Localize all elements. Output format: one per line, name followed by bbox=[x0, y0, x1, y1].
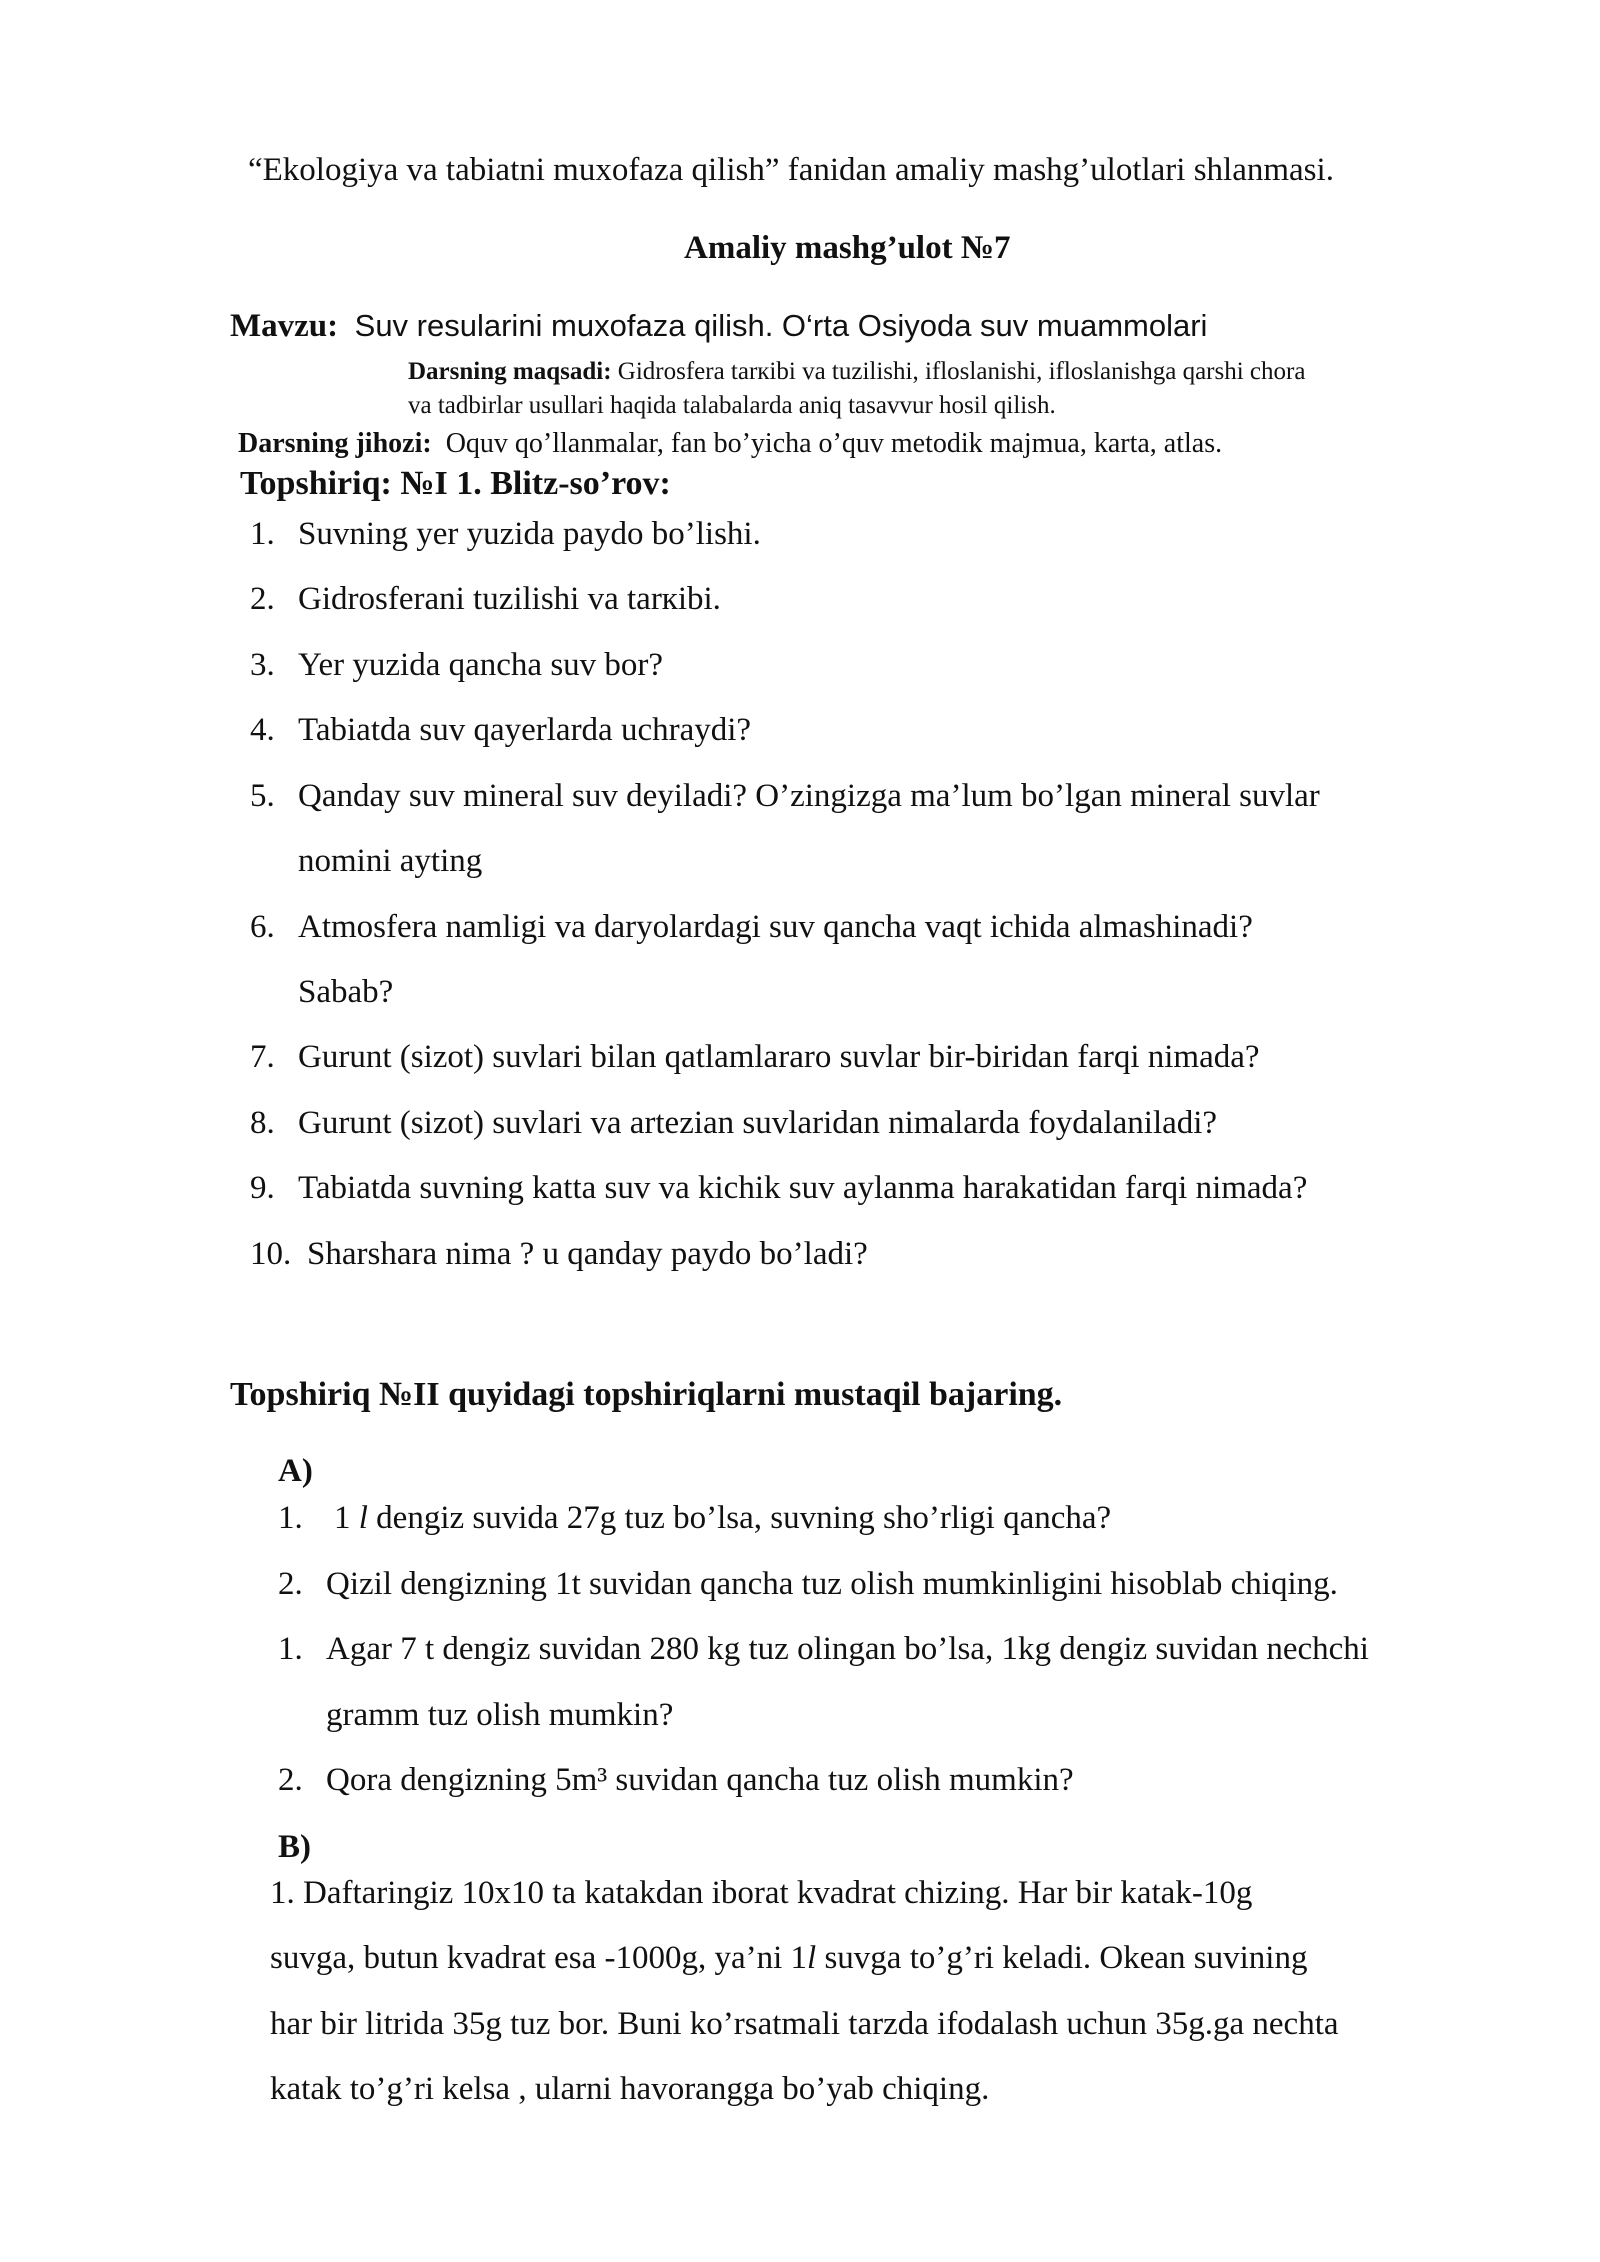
item-number: 1. bbox=[278, 1631, 303, 1667]
item-text: Agar 7 t dengiz suvidan 280 kg tuz olingan bo’lsa, 1kg dengiz suvidan nechchi bbox=[326, 1631, 1369, 1667]
item-text: Qanday suv mineral suv deyiladi? O’zingizga ma’lum bo’lgan mineral suvlar bbox=[298, 778, 1320, 814]
item-text: Suvning yer yuzida paydo bo’lishi. bbox=[298, 516, 761, 552]
item-text: Qora dengizning 5m³ suvidan qancha tuz olish mumkin? bbox=[326, 1762, 1074, 1798]
item-text: Atmosfera namligi va daryolardagi suv qancha vaqt ichida almashinadi? bbox=[298, 909, 1253, 945]
list-item bbox=[250, 1039, 1260, 1076]
item-text: Gurunt (sizot) suvlari va artezian suvlaridan nimalarda foydalaniladi? bbox=[298, 1105, 1218, 1141]
list-item bbox=[250, 909, 1253, 946]
item-number: 4. bbox=[250, 712, 275, 748]
item-number: 10. bbox=[250, 1236, 292, 1272]
list-item bbox=[278, 1500, 1112, 1537]
task1-heading: Topshiriq: №I 1. Blitz-so’rov: bbox=[240, 465, 671, 502]
item-text: Gurunt (sizot) suvlari bilan qatlamlararo suvlar bir-biridan farqi nimada? bbox=[298, 1039, 1260, 1075]
part-a-label: A) bbox=[278, 1453, 313, 1489]
item-number: 9. bbox=[250, 1170, 275, 1206]
item-number: 5. bbox=[250, 778, 275, 814]
list-item bbox=[278, 1566, 1338, 1603]
list-item bbox=[278, 1762, 1074, 1799]
list-item bbox=[278, 1631, 1369, 1668]
equipment-label: Darsning jihozi: bbox=[238, 428, 432, 459]
part-b-line-3: har bir litrida 35g tuz bor. Buni ko’rsatmali tarzda ifodalash uchun 35g.ga nechta bbox=[270, 2006, 1339, 2042]
item-text: Yer yuzida qancha suv bor? bbox=[298, 647, 664, 683]
list-item bbox=[250, 647, 664, 684]
list-item bbox=[250, 1105, 1218, 1142]
item-text-continuation: Sabab? bbox=[298, 974, 394, 1010]
item-text: 1 l dengiz suvida 27g tuz bo’lsa, suvning sho’rligi qancha? bbox=[334, 1500, 1112, 1536]
equipment-line bbox=[238, 428, 1222, 460]
goal-text-2: va tadbirlar usullari haqida talabalarda aniq tasavvur hosil qilish. bbox=[408, 392, 1056, 419]
item-text-continuation: gramm tuz olish mumkin? bbox=[326, 1697, 674, 1733]
task2-heading: Topshiriq №II quyidagi topshiriqlarni mustaqil bajaring. bbox=[230, 1376, 1063, 1413]
topic-label: Mavzu: bbox=[230, 308, 339, 344]
list-item bbox=[250, 581, 721, 618]
item-text: Qizil dengizning 1t suvidan qancha tuz olish mumkinligini hisoblab chiqing. bbox=[326, 1566, 1338, 1602]
item-number: 3. bbox=[250, 647, 275, 683]
goal-text-1: Gidrosfera tarкibi va tuzilishi, ifloslanishi, ifloslanishga qarshi chora bbox=[617, 358, 1306, 385]
course-title: “Ekologiya va tabiatni muxofaza qilish” fanidan amaliy mashg’ulotlari shlanmasi. bbox=[248, 152, 1334, 188]
item-number: 1. bbox=[250, 516, 275, 552]
item-text: Tabiatda suv qayerlarda uchraydi? bbox=[298, 712, 752, 748]
goal-line-1 bbox=[408, 358, 1305, 386]
part-b-label: B) bbox=[278, 1829, 311, 1865]
item-text: Tabiatda suvning katta suv va kichik suv aylanma harakatidan farqi nimada? bbox=[298, 1170, 1308, 1206]
equipment-text: Oquv qo’llanmalar, fan bo’yicha o’quv metodik majmua, karta, atlas. bbox=[445, 428, 1223, 459]
list-item bbox=[250, 1170, 1308, 1207]
topic-line bbox=[230, 308, 1207, 345]
item-number: 7. bbox=[250, 1039, 275, 1075]
list-item bbox=[250, 712, 752, 749]
part-b-line-2: suvga, butun kvadrat esa -1000g, ya’ni 1l suvga to’g’ri keladi. Okean suvining bbox=[270, 1940, 1308, 1976]
item-number: 2. bbox=[278, 1762, 303, 1798]
topic-text: Suv resularini muxofaza qilish. O‘rta Osiyoda suv muammolari bbox=[354, 308, 1208, 343]
list-item bbox=[250, 1236, 868, 1273]
item-number: 8. bbox=[250, 1105, 275, 1141]
list-item bbox=[250, 778, 1320, 815]
part-b-line-4: katak to’g’ri kelsa , ularni havorangga bo’yab chiqing. bbox=[270, 2071, 990, 2107]
list-item bbox=[250, 516, 761, 553]
goal-label: Darsning maqsadi: bbox=[408, 358, 612, 385]
item-number: 1. bbox=[278, 1500, 303, 1536]
item-text: Sharshara nima ? u qanday paydo bo’ladi? bbox=[307, 1236, 868, 1272]
item-number: 2. bbox=[278, 1566, 303, 1602]
item-text-continuation: nomini ayting bbox=[298, 843, 483, 879]
item-text: Gidrosferani tuzilishi va tarкibi. bbox=[298, 581, 721, 617]
item-number: 6. bbox=[250, 909, 275, 945]
item-number: 2. bbox=[250, 581, 275, 617]
lesson-title: Amaliy mashg’ulot №7 bbox=[684, 230, 1011, 266]
part-b-line-1: 1. Daftaringiz 10x10 ta katakdan iborat kvadrat chizing. Har bir katak-10g bbox=[270, 1875, 1253, 1911]
